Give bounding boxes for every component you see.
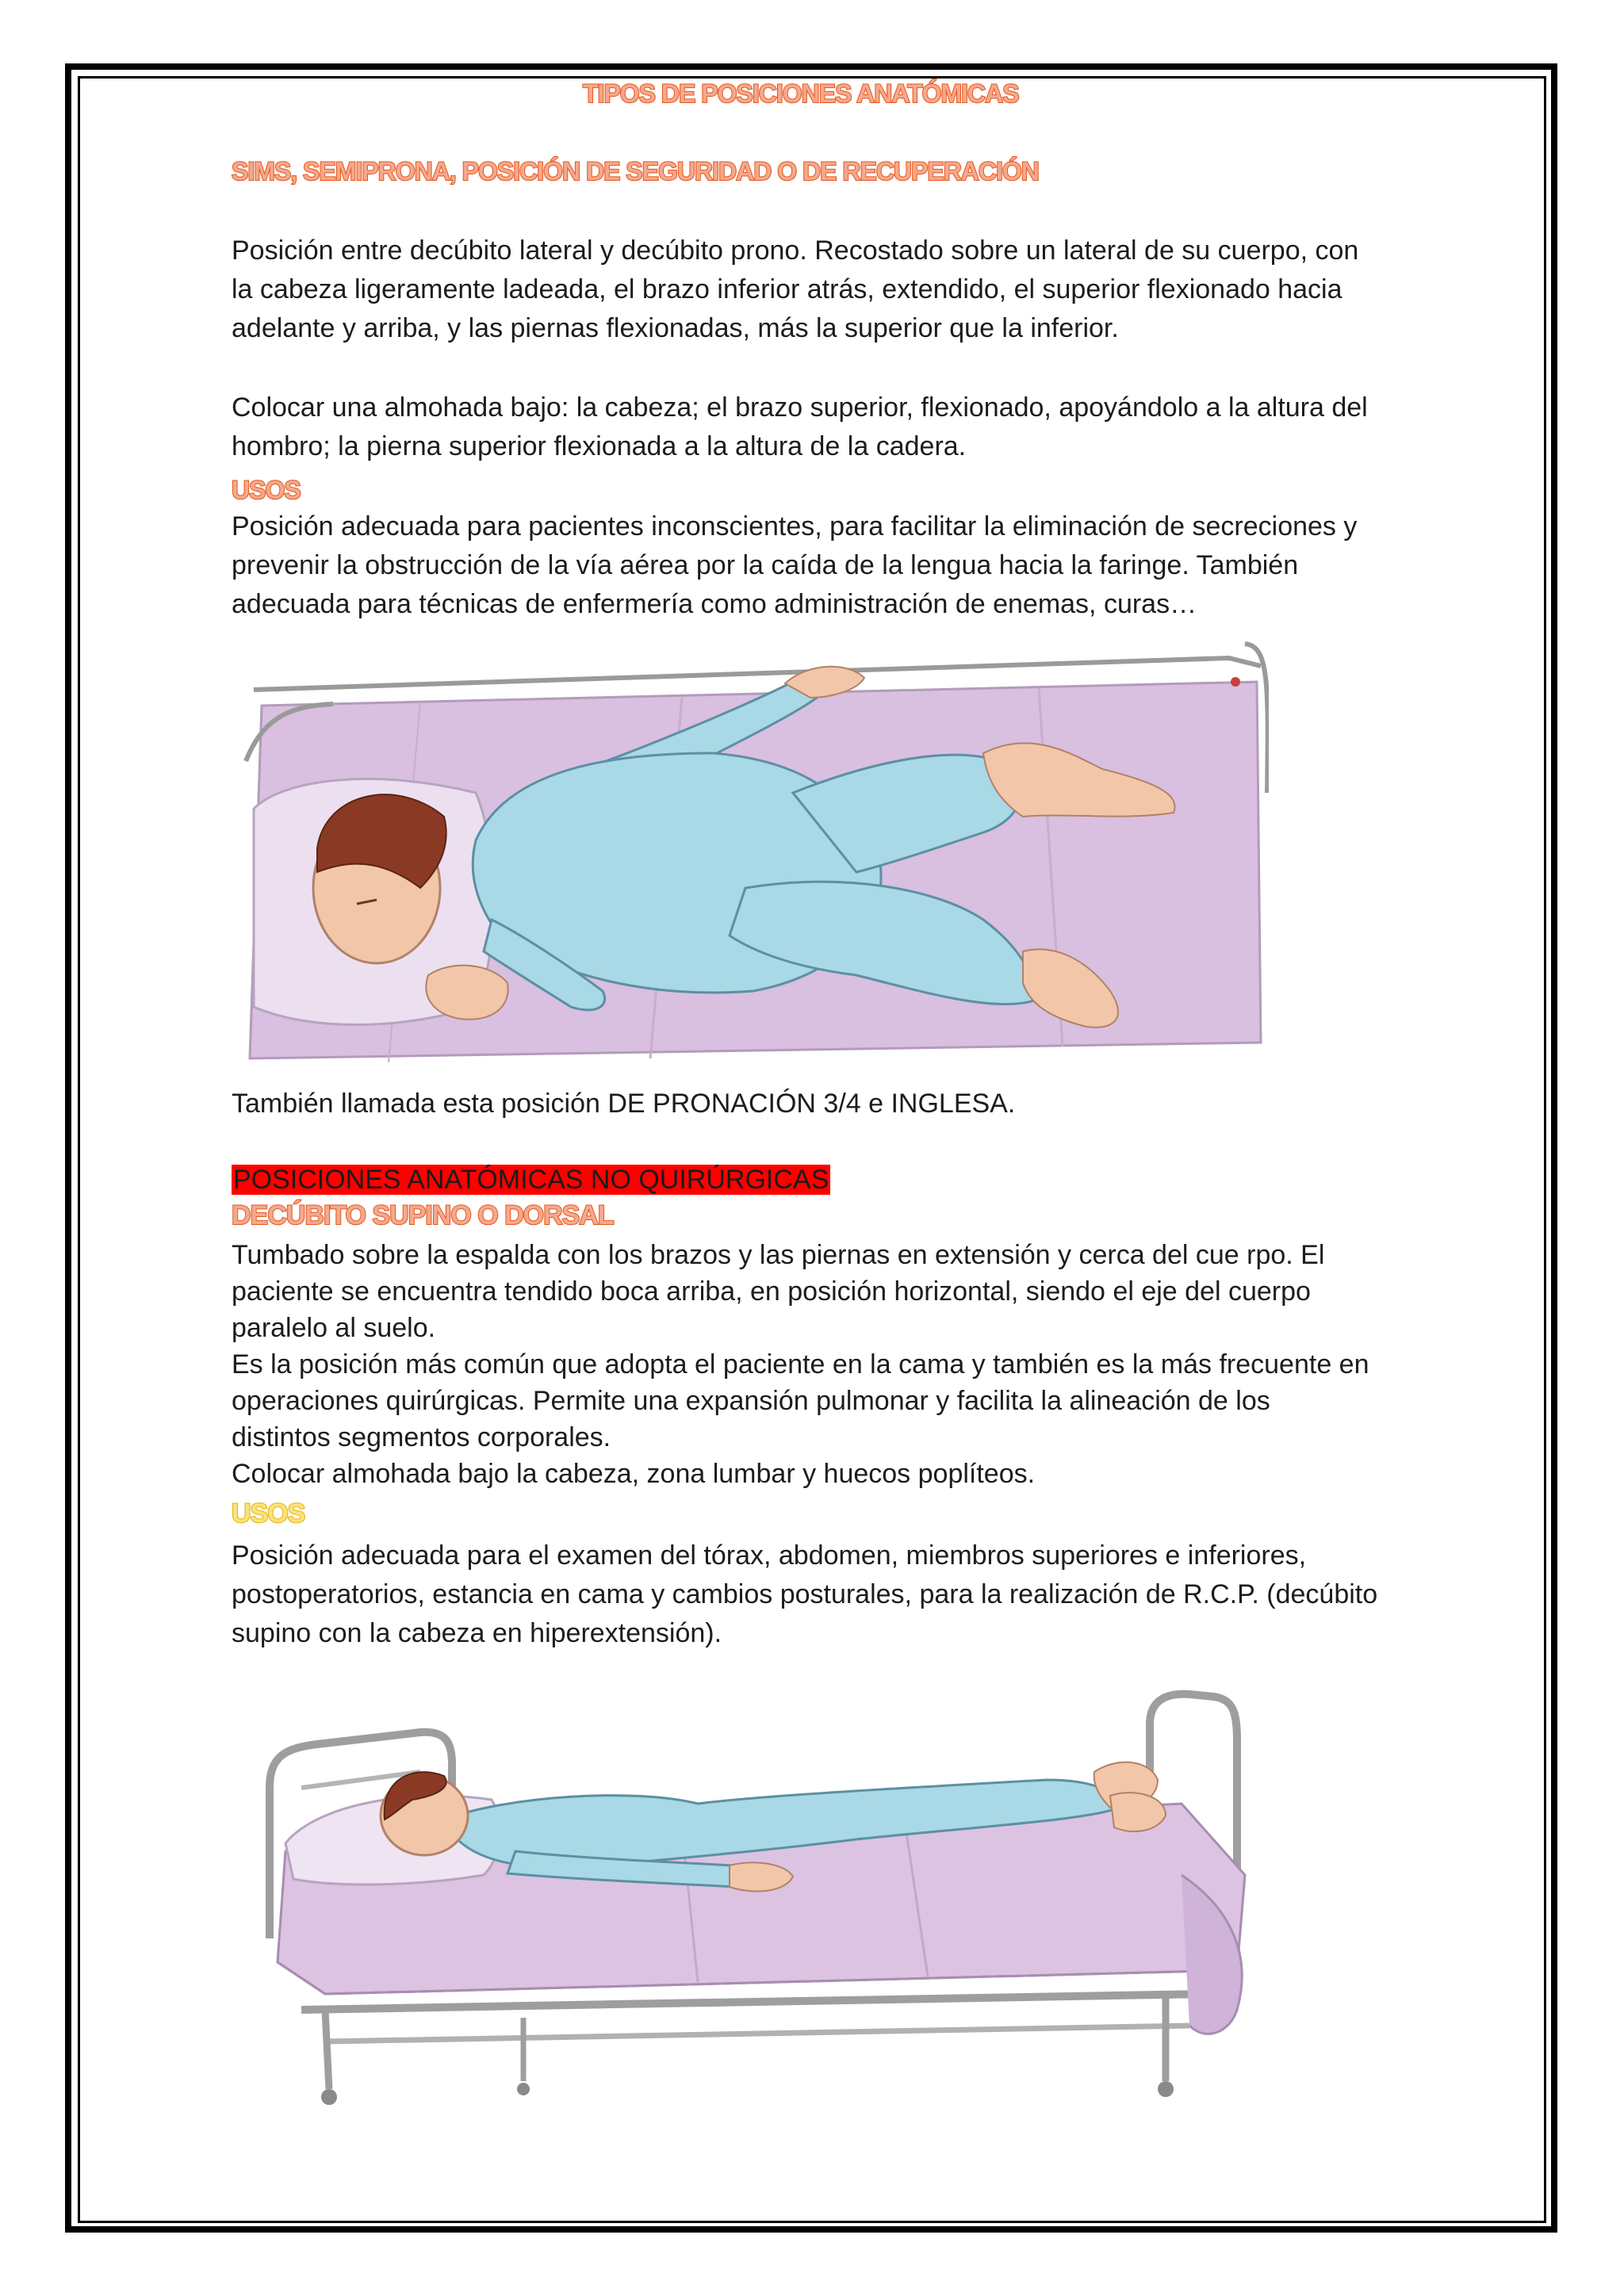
section-non-surgical-label: POSICIONES ANATÓMICAS NO QUIRÚRGICAS xyxy=(233,1165,829,1195)
section-non-surgical xyxy=(232,1161,1413,1200)
text-line: Colocar almohada bajo la cabeza, zona lumbar y huecos poplíteos. xyxy=(232,1459,1036,1489)
sims-description xyxy=(232,232,1413,348)
text-line: prevenir la obstrucción de la vía aérea por la caída de la lengua hacia la faringe. También xyxy=(232,550,1299,580)
supino-description xyxy=(232,1237,1413,1492)
text-line: hombro; la pierna superior flexionada a la altura de la cadera. xyxy=(232,431,967,461)
supino-usos-text xyxy=(232,1536,1413,1653)
text-line: postoperatorios, estancia en cama y cambios posturales, para la realización de R.C.P. (decúbito xyxy=(232,1579,1378,1609)
text-line: adecuada para técnicas de enfermería como administración de enemas, curas… xyxy=(232,589,1197,619)
sims-heading: SIMS, SEMIPRONA, POSICIÓN DE SEGURIDAD O DE RECUPERACIÓN xyxy=(232,157,1039,186)
supino-usos-heading: USOS xyxy=(232,1498,305,1529)
text-line: paciente se encuentra tendido boca arriba, en posición horizontal, siendo el eje del cuerpo xyxy=(232,1276,1311,1307)
text-line: Es la posición más común que adopta el paciente en la cama y también es la más frecuente en xyxy=(232,1349,1369,1380)
supine-position-illustration xyxy=(254,1669,1308,2109)
text-line: paralelo al suelo. xyxy=(232,1313,436,1343)
supino-heading: DECÚBITO SUPINO O DORSAL xyxy=(232,1200,614,1230)
sims-usos-text xyxy=(232,507,1413,624)
text-line: Posición adecuada para pacientes inconscientes, para facilitar la eliminación de secreciones y xyxy=(232,511,1358,541)
text-line: Colocar una almohada bajo: la cabeza; el brazo superior, flexionado, apoyándolo a la altura del xyxy=(232,392,1368,423)
text-line: distintos segmentos corporales. xyxy=(232,1422,611,1452)
text-line: Tumbado sobre la espalda con los brazos y las piernas en extensión y cerca del cue rpo. El xyxy=(232,1240,1325,1270)
text-line: Posición adecuada para el examen del tórax, abdomen, miembros superiores e inferiores, xyxy=(232,1540,1307,1571)
text-line: Posición entre decúbito lateral y decúbito prono. Recostado sobre un lateral de su cuerpo, con xyxy=(232,235,1359,266)
main-title: TIPOS DE POSICIONES ANATÓMICAS xyxy=(583,79,1019,108)
sims-instructions xyxy=(232,388,1413,466)
sims-position-illustration xyxy=(238,634,1269,1078)
text-line: operaciones quirúrgicas. Permite una expansión pulmonar y facilita la alineación de los xyxy=(232,1386,1270,1416)
sims-also-called: También llamada esta posición DE PRONACIÓN 3/4 e INGLESA. xyxy=(232,1089,1016,1119)
text-line: la cabeza ligeramente ladeada, el brazo inferior atrás, extendido, el superior flexionado hacia xyxy=(232,274,1342,304)
sims-usos-heading: USOS xyxy=(232,476,301,504)
text-line: adelante y arriba, y las piernas flexionadas, más la superior que la inferior. xyxy=(232,313,1119,343)
text-line: supino con la cabeza en hiperextensión). xyxy=(232,1618,722,1648)
